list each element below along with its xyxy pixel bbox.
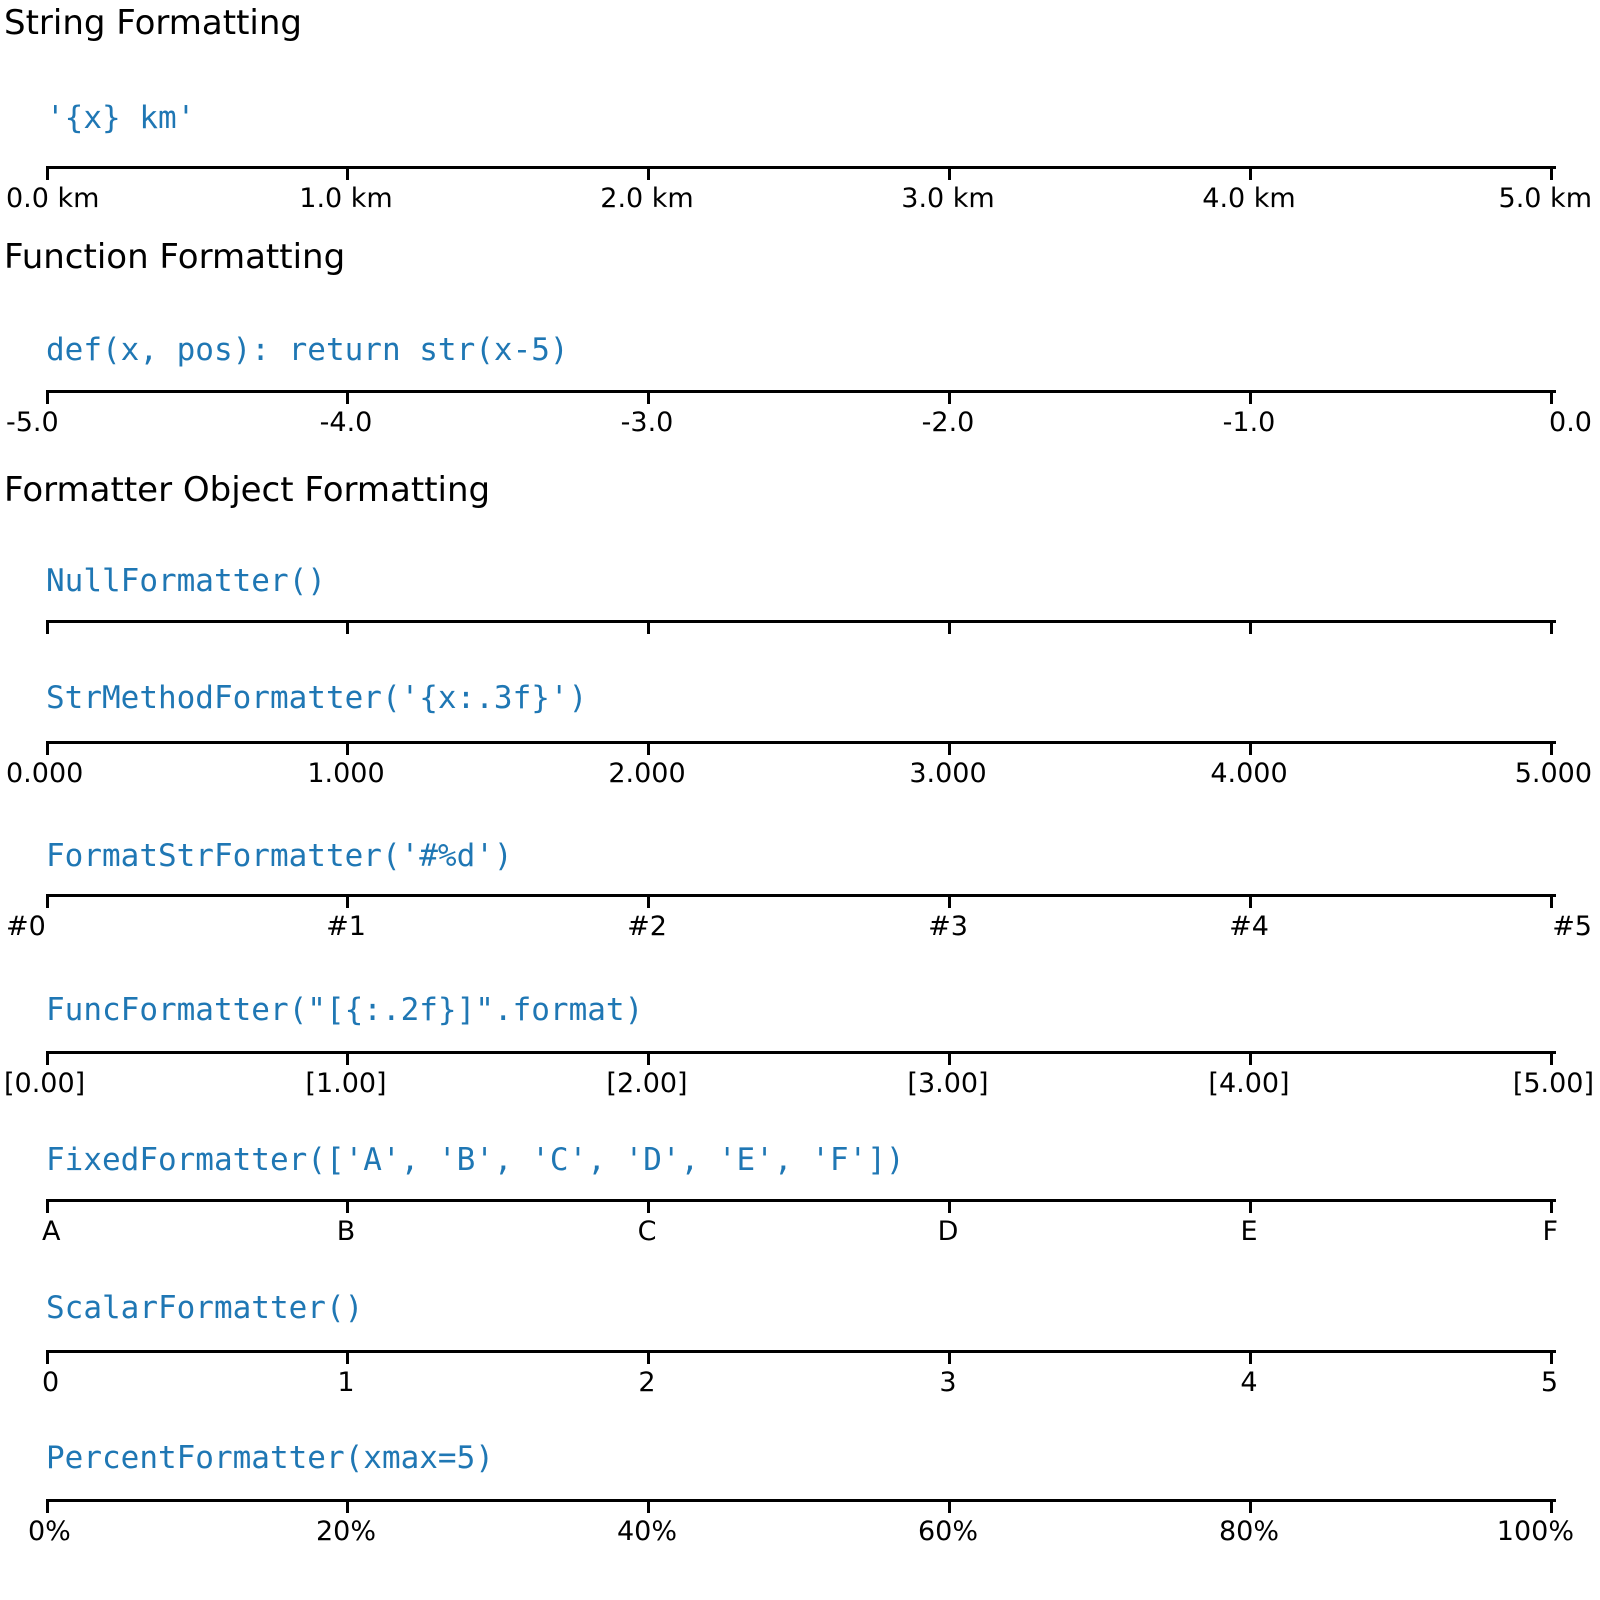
axis-ticklabel: 0.0 km xyxy=(6,183,100,214)
axis-label-percent-formatter: PercentFormatter(xmax=5) xyxy=(46,1440,494,1476)
axis-tick xyxy=(346,1054,349,1065)
axis-ticklabel: #3 xyxy=(928,911,968,942)
axis-tick xyxy=(1249,1502,1252,1513)
axis-tick xyxy=(346,1202,349,1213)
axis-label-fixed-formatter: FixedFormatter(['A', 'B', 'C', 'D', 'E', 'F']) xyxy=(46,1142,905,1178)
axis-spine xyxy=(46,741,1556,744)
axis-ticklabel: 1.0 km xyxy=(299,183,393,214)
axis-tick xyxy=(46,744,49,755)
axis-spine xyxy=(46,894,1556,897)
axis-ticklabel: #5 xyxy=(1552,911,1592,942)
axis-ticklabel: E xyxy=(1240,1216,1258,1247)
axis-spine xyxy=(46,1499,1556,1502)
axis-ticklabel: 4.0 km xyxy=(1202,183,1296,214)
axis-tick xyxy=(1249,744,1252,755)
axis-ticklabel: D xyxy=(937,1216,959,1247)
section-title-formatter-object-formatting: Formatter Object Formatting xyxy=(4,470,491,510)
axis-tick xyxy=(647,393,650,404)
axis-tick xyxy=(1550,169,1553,180)
axis-tick xyxy=(948,169,951,180)
axis-spine xyxy=(46,1051,1556,1054)
axis-spine xyxy=(46,1350,1556,1353)
axis-ticklabel: 60% xyxy=(917,1516,979,1547)
axis-spine xyxy=(46,1199,1556,1202)
axis-tick xyxy=(1550,1353,1553,1364)
axis-ticklabel: 100% xyxy=(1496,1516,1574,1547)
axis-tick xyxy=(46,1202,49,1213)
axis-ticklabel: -4.0 xyxy=(319,407,373,438)
axis-ticklabel: 3.000 xyxy=(909,758,987,789)
axis-ticklabel: #2 xyxy=(627,911,667,942)
axis-tick xyxy=(647,1353,650,1364)
axis-tick xyxy=(647,897,650,908)
axis-ticklabel: #1 xyxy=(326,911,366,942)
axis-tick xyxy=(46,1353,49,1364)
axis-tick xyxy=(647,623,650,634)
axis-ticklabel: 4 xyxy=(1240,1367,1258,1398)
axis-tick xyxy=(1550,897,1553,908)
axis-tick xyxy=(948,897,951,908)
axis-ticklabel: -3.0 xyxy=(620,407,674,438)
axis-ticklabel: -5.0 xyxy=(6,407,59,438)
axis-tick xyxy=(1249,1202,1252,1213)
axis-tick xyxy=(647,1502,650,1513)
axis-ticklabel: C xyxy=(637,1216,657,1247)
axis-tick xyxy=(1550,1054,1553,1065)
axis-label-scalar-formatter: ScalarFormatter() xyxy=(46,1290,364,1326)
axis-tick xyxy=(1249,169,1252,180)
axis-spine xyxy=(46,390,1556,393)
section-title-string-formatting: String Formatting xyxy=(4,3,302,43)
axis-tick xyxy=(948,1502,951,1513)
axis-spine xyxy=(46,166,1556,169)
axis-ticklabel: [4.00] xyxy=(1208,1068,1290,1099)
axis-ticklabel: [5.00] xyxy=(1512,1068,1594,1099)
axis-tick xyxy=(1550,623,1553,634)
axis-tick xyxy=(1550,393,1553,404)
axis-ticklabel: 0 xyxy=(42,1367,60,1398)
axis-tick xyxy=(647,1202,650,1213)
axis-tick xyxy=(948,1054,951,1065)
axis-ticklabel: 0% xyxy=(28,1516,71,1547)
axis-tick xyxy=(647,169,650,180)
axis-ticklabel: A xyxy=(42,1216,61,1247)
axis-label-strmethod-formatter: StrMethodFormatter('{x:.3f}') xyxy=(46,680,588,716)
axis-tick xyxy=(948,1202,951,1213)
axis-tick xyxy=(1550,1202,1553,1213)
axis-tick xyxy=(948,1353,951,1364)
axis-ticklabel: F xyxy=(1542,1216,1558,1247)
axis-tick xyxy=(948,623,951,634)
axis-tick xyxy=(1249,1054,1252,1065)
axis-ticklabel: [2.00] xyxy=(606,1068,688,1099)
axis-ticklabel: 0.0 xyxy=(1549,407,1592,438)
axis-ticklabel: -2.0 xyxy=(921,407,975,438)
axis-tick xyxy=(647,744,650,755)
axis-ticklabel: 5 xyxy=(1540,1367,1558,1398)
axis-tick xyxy=(948,393,951,404)
axis-ticklabel: 2.0 km xyxy=(600,183,694,214)
axis-label-formatstr-formatter: FormatStrFormatter('#%d') xyxy=(46,838,513,874)
axis-tick xyxy=(346,744,349,755)
axis-tick xyxy=(346,169,349,180)
axis-tick xyxy=(346,393,349,404)
axis-ticklabel: 5.0 km xyxy=(1498,183,1592,214)
axis-spine xyxy=(46,620,1556,623)
axis-tick xyxy=(346,623,349,634)
axis-ticklabel: [1.00] xyxy=(305,1068,387,1099)
axis-tick xyxy=(46,169,49,180)
axis-ticklabel: 0.000 xyxy=(6,758,84,789)
axis-tick xyxy=(1249,1353,1252,1364)
axis-ticklabel: 3 xyxy=(939,1367,957,1398)
axis-tick xyxy=(46,897,49,908)
axis-tick xyxy=(647,1054,650,1065)
axis-ticklabel: 5.000 xyxy=(1514,758,1592,789)
axis-tick xyxy=(1249,623,1252,634)
axis-label-func-formatter: FuncFormatter("[{:.2f}]".format) xyxy=(46,992,644,1028)
axis-ticklabel: 3.0 km xyxy=(901,183,995,214)
axis-tick xyxy=(1550,744,1553,755)
axis-tick xyxy=(948,744,951,755)
axis-tick xyxy=(346,1502,349,1513)
axis-tick xyxy=(46,1054,49,1065)
axis-ticklabel: [0.00] xyxy=(4,1068,86,1099)
axis-tick xyxy=(46,1502,49,1513)
axis-ticklabel: 80% xyxy=(1218,1516,1280,1547)
axis-tick xyxy=(346,1353,349,1364)
axis-tick xyxy=(1249,393,1252,404)
axis-ticklabel: [3.00] xyxy=(907,1068,989,1099)
axis-ticklabel: 40% xyxy=(616,1516,678,1547)
section-title-function-formatting: Function Formatting xyxy=(4,237,346,277)
axis-ticklabel: 2.000 xyxy=(608,758,686,789)
axis-label-null-formatter: NullFormatter() xyxy=(46,563,326,599)
axis-ticklabel: 20% xyxy=(315,1516,377,1547)
axis-ticklabel: #4 xyxy=(1229,911,1269,942)
axis-tick xyxy=(1249,897,1252,908)
axis-ticklabel: B xyxy=(336,1216,356,1247)
axis-ticklabel: 2 xyxy=(638,1367,656,1398)
axis-tick xyxy=(346,897,349,908)
axis-label-function-format: def(x, pos): return str(x-5) xyxy=(46,332,569,368)
axis-tick xyxy=(1550,1502,1553,1513)
axis-ticklabel: 1.000 xyxy=(307,758,385,789)
axis-ticklabel: 1 xyxy=(337,1367,355,1398)
axis-ticklabel: -1.0 xyxy=(1222,407,1276,438)
axis-label-string-format: '{x} km' xyxy=(46,100,196,136)
axis-ticklabel: #0 xyxy=(6,911,46,942)
axis-ticklabel: 4.000 xyxy=(1210,758,1288,789)
axis-tick xyxy=(46,393,49,404)
axis-tick xyxy=(46,623,49,634)
